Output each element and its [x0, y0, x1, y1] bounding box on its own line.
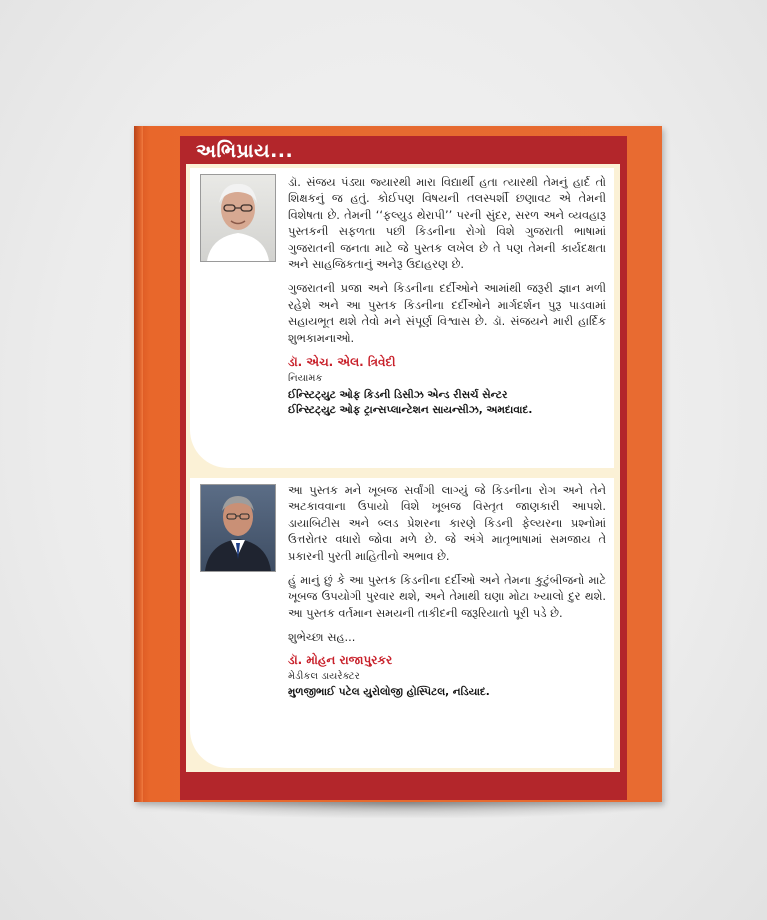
footer-band [180, 772, 627, 800]
greeting-text: શુભેચ્છા સહ... [288, 630, 356, 645]
man-in-suit-portrait-icon [201, 485, 275, 571]
testimonial-card-2 [190, 478, 614, 768]
author-institution: ઈન્સ્ટિટ્યુટ ઓફ ટ્રાન્સપ્લાન્ટેશન સાયન્સીઝ, અમદાવાદ. [288, 403, 533, 416]
portrait-photo [200, 174, 276, 262]
author-institution: મુળજીભાઈ પટેલ યુરોલોજી હોસ્પિટલ, નડિયાદ. [288, 686, 490, 699]
author-institution: ઈન્સ્ટિટ્યુટ ઓફ કિડની ડિસીઝ એન્ડ રીસર્ચ સેન્ટર [288, 388, 508, 401]
testimonial-card-1 [190, 168, 614, 468]
testimonial-text-2 [288, 482, 606, 700]
author-name: ડૉ. મોહન રાજાપુરકર [288, 652, 393, 667]
testimonial-text-1 [288, 174, 606, 418]
book-spine-edge [134, 126, 143, 802]
testimonial-paragraph: આ પુસ્તક મને ખૂબજ સર્વાંગી લાગ્યું જે કિડનીના રોગ અને તેને અટકાવવાના ઉપાયો વિશે ખૂબજ વિસ્તૃત જાણકારી આપશે. ડાયાબિટીસ અને બ્લડ પ્રેશરના કારણે કિડની ફેલ્યરના પ્રશ્નોમાં ઉત્તરોતર વધારો જોવા મળે છે. જે અંગે માતૃભાષામાં સમજાય તે પ્રકારની પુરતી માહિતીનો અભાવ છે. [288, 483, 606, 563]
portrait-photo [200, 484, 276, 572]
book-cover [134, 126, 662, 802]
elderly-man-portrait-icon [201, 175, 275, 261]
testimonial-paragraph: ગુજરાતની પ્રજા અને કિડનીના દર્દીઓને આમાંથી જરૂરી જ્ઞાન મળી રહેશે અને આ પુસ્તક કિડનીના દર્દીઓને માર્ગદર્શન પુરૂ પાડવામાં સહાયભૂત થશે તેવો મને સંપૂર્ણ વિશ્વાસ છે. ડૉ. સંજયને મારી હાર્દિક શુભકામનાઓ. [288, 281, 606, 345]
author-role: મેડીકલ ડાયરેક્ટર [288, 671, 360, 683]
testimonial-paragraph: હું માનું છું કે આ પુસ્તક કિડનીના દર્દીઓ અને તેમના કુટુંબીજનો માટે ખૂબજ ઉપયોગી પુરવાર થશે, અને તેમાથી ઘણા મોટા ખ્યાલો દુર થશે. આ પુસ્તક વર્તમાન સમયની તાકીદની જરૂરિયાતો પૂરી પડે છે. [288, 573, 606, 620]
author-name: ડૉ. એચ. એલ. ત્રિવેદી [288, 355, 396, 370]
page-title: અભિપ્રાય... [196, 140, 294, 162]
author-role: નિયામક [288, 373, 323, 385]
testimonial-paragraph: ડૉ. સંજય પંડ્યા જ્યારથી મારા વિદ્યાર્થી હતા ત્યારથી તેમનું હાર્દ તો શિક્ષકનું જ હતું. કોઈપણ વિષયની તલસ્પર્શી છણાવટ એ તેમની વિશેષતા છે. તેમની ‘‘ફલ્યુડ થેરાપી’’ પરની સુંદર, સરળ અને વ્યવહારૂ પુસ્તકની સફળતા પછી કિડનીના રોગો વિશે ગુજરાતી ભાષામાં ગુજરાતની જનતા માટે જે પુસ્તક લખેલ છે તે પણ તેમની કાર્યદક્ષતા અને સાહજિકતાનું અનેરૂ ઉદાહરણ છે. [288, 175, 606, 272]
